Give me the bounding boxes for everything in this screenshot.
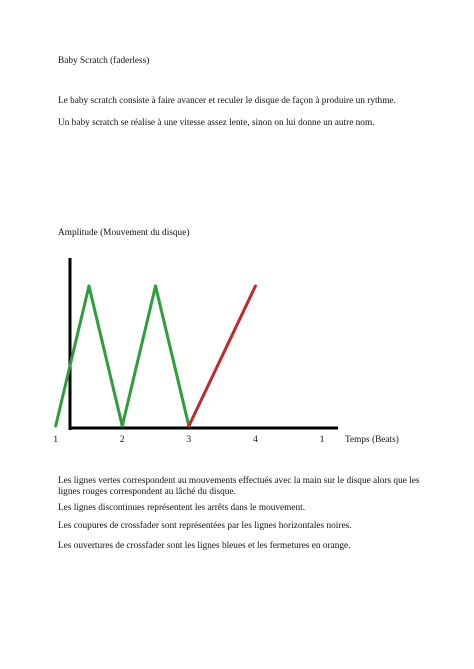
legend-paragraph-1: Les lignes vertes correspondent au mouvements effectués avec la main sur le disque alors que les lignes rouges correspondent au lâché du disque.: [58, 476, 420, 497]
x-tick-label: 1: [53, 435, 58, 445]
hand-movement-line: [156, 286, 189, 426]
x-tick-labels: [53, 435, 324, 445]
hand-movement-line: [56, 286, 89, 426]
x-tick-label: 3: [186, 435, 192, 445]
intro-paragraph-1: Le baby scratch consiste à faire avancer et reculer le disque de façon à produire un rythme.: [58, 96, 396, 106]
chart-x-axis-label: Temps (Beats): [345, 435, 399, 445]
legend-paragraph-3: Les coupures de crossfader sont représentées par les lignes horizontales noires.: [58, 521, 352, 531]
x-tick-label: 4: [253, 435, 258, 445]
hand-movement-line: [89, 286, 122, 426]
x-tick-label: 2: [119, 435, 125, 445]
legend-paragraph-4: Les ouvertures de crossfader sont les lignes bleues et les fermetures en orange.: [58, 541, 351, 551]
release-movement-line: [189, 286, 256, 426]
intro-paragraph-2: Un baby scratch se réalise à une vitesse assez lente, sinon on lui donne un autre nom.: [58, 118, 375, 128]
hand-movement-line: [122, 286, 155, 426]
x-tick-label: 1: [319, 435, 325, 445]
legend-paragraph-2: Les lignes discontinues représentent les arrêts dans le mouvement.: [58, 503, 306, 513]
chart-y-axis-label: Amplitude (Mouvement du disque): [58, 228, 190, 238]
chart-series: [56, 286, 256, 426]
document-title: Baby Scratch (faderless): [58, 56, 150, 66]
